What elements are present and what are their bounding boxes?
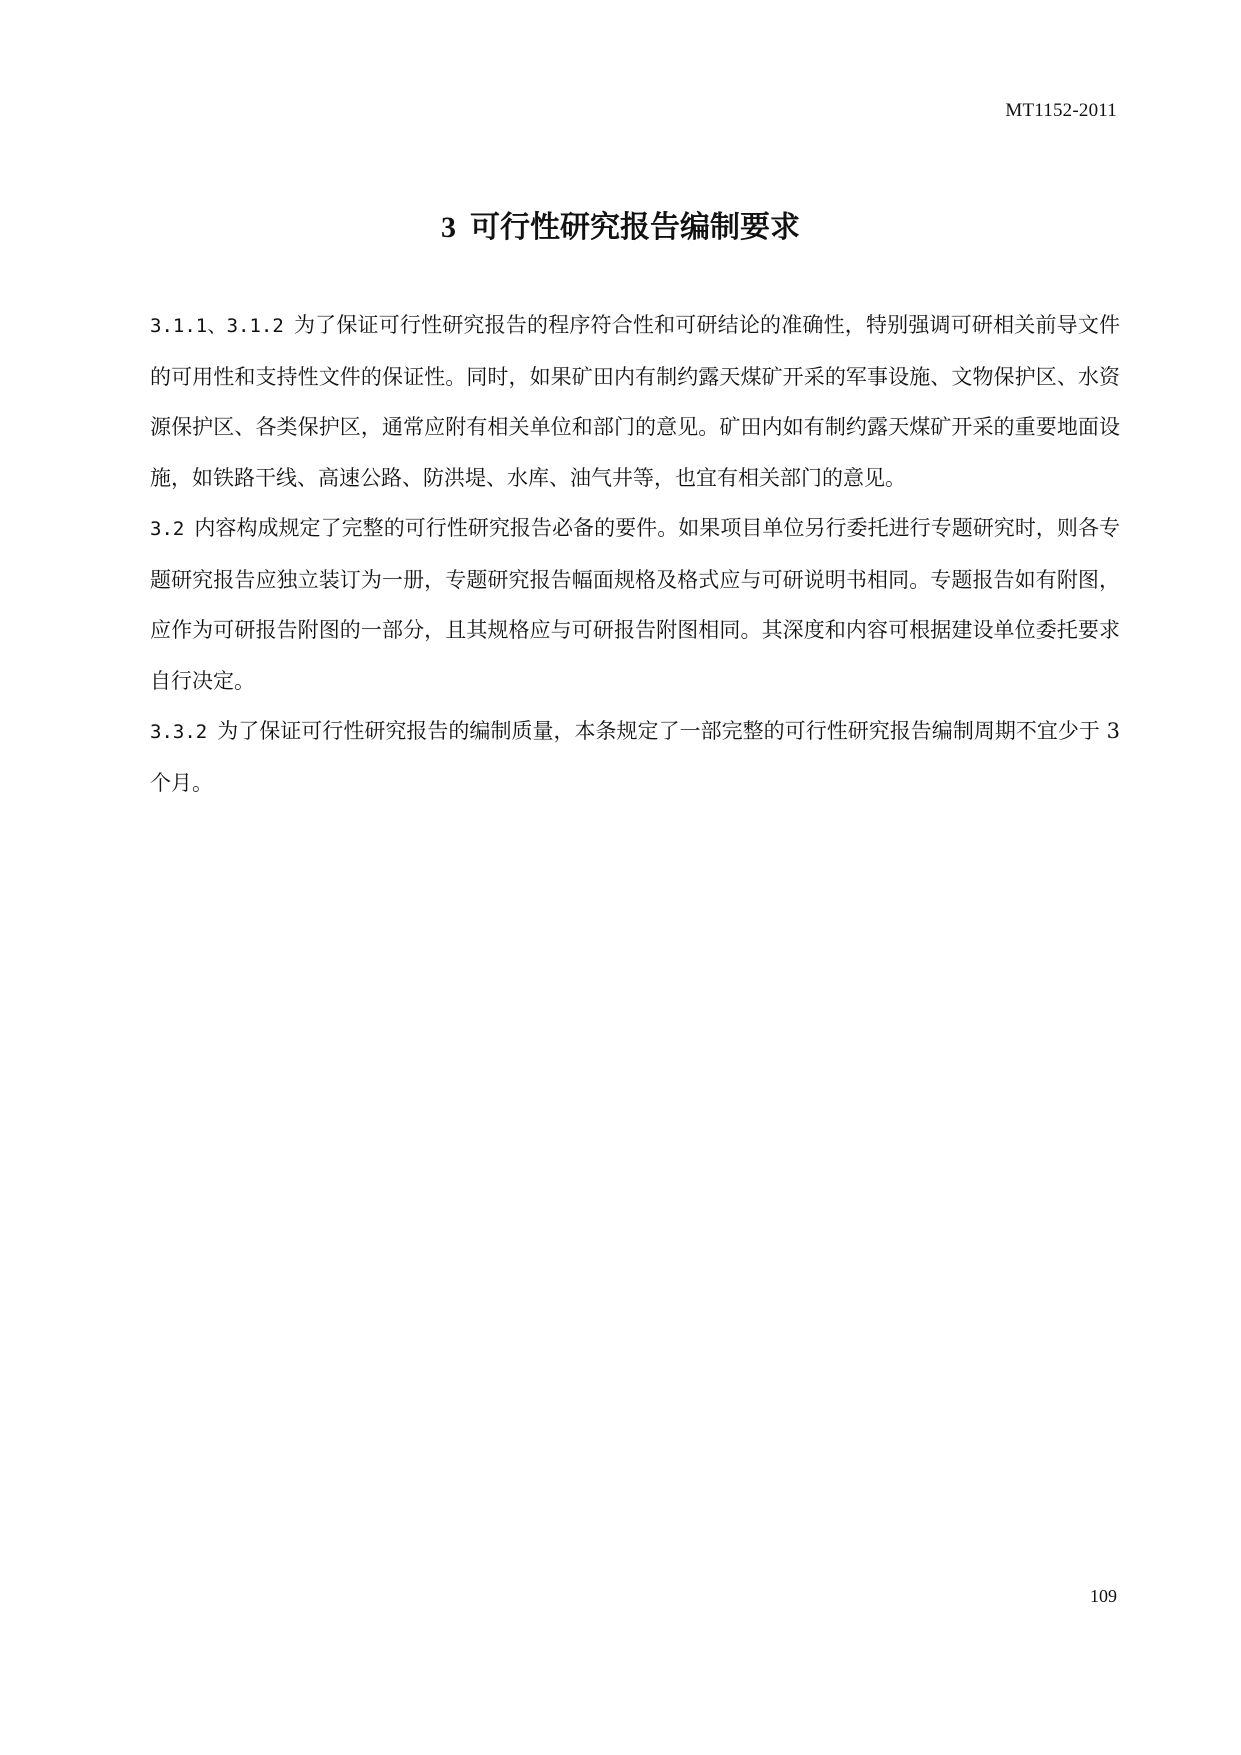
- document-body: [150, 300, 1120, 808]
- paragraph-3-3-2: [150, 706, 1120, 808]
- paragraph-text: 内容构成规定了完整的可行性研究报告必备的要件。如果项目单位另行委托进行专题研究时，则各专题研究报告应独立装订为一册，专题研究报告幅面规格及格式应与可研说明书相同。专题报告如有附图，应作为可研报告附图的一部分，且其规格应与可研报告附图相同。其深度和内容可根据建设单位委托要求自行决定。: [150, 516, 1120, 693]
- section-title: [0, 202, 1241, 246]
- paragraph-text: 为了保证可行性研究报告的程序符合性和可研结论的准确性，特别强调可研相关前导文件的可用性和支持性文件的保证性。同时，如果矿田内有制约露天煤矿开采的军事设施、文物保护区、水资源保护区、各类保护区，通常应附有相关单位和部门的意见。矿田内如有制约露天煤矿开采的重要地面设施，如铁路干线、高速公路、防洪堤、水库、油气井等，也宜有相关部门的意见。: [150, 313, 1121, 490]
- section-number: 3: [441, 211, 456, 244]
- page-number: 109: [1090, 1586, 1117, 1606]
- paragraph-3-2: [150, 503, 1120, 706]
- paragraph-text: 为了保证可行性研究报告的编制质量，本条规定了一部完整的可行性研究报告编制周期不宜少于 3 个月。: [150, 719, 1120, 795]
- paragraph-3-1: [150, 300, 1120, 503]
- clause-number: 3.2: [150, 518, 185, 540]
- clause-number: 3.3.2: [150, 721, 208, 743]
- section-title-text: 可行性研究报告编制要求: [470, 210, 800, 245]
- standard-code: MT1152-2011: [1005, 100, 1117, 121]
- clause-number: 3.1.1、3.1.2: [150, 315, 284, 337]
